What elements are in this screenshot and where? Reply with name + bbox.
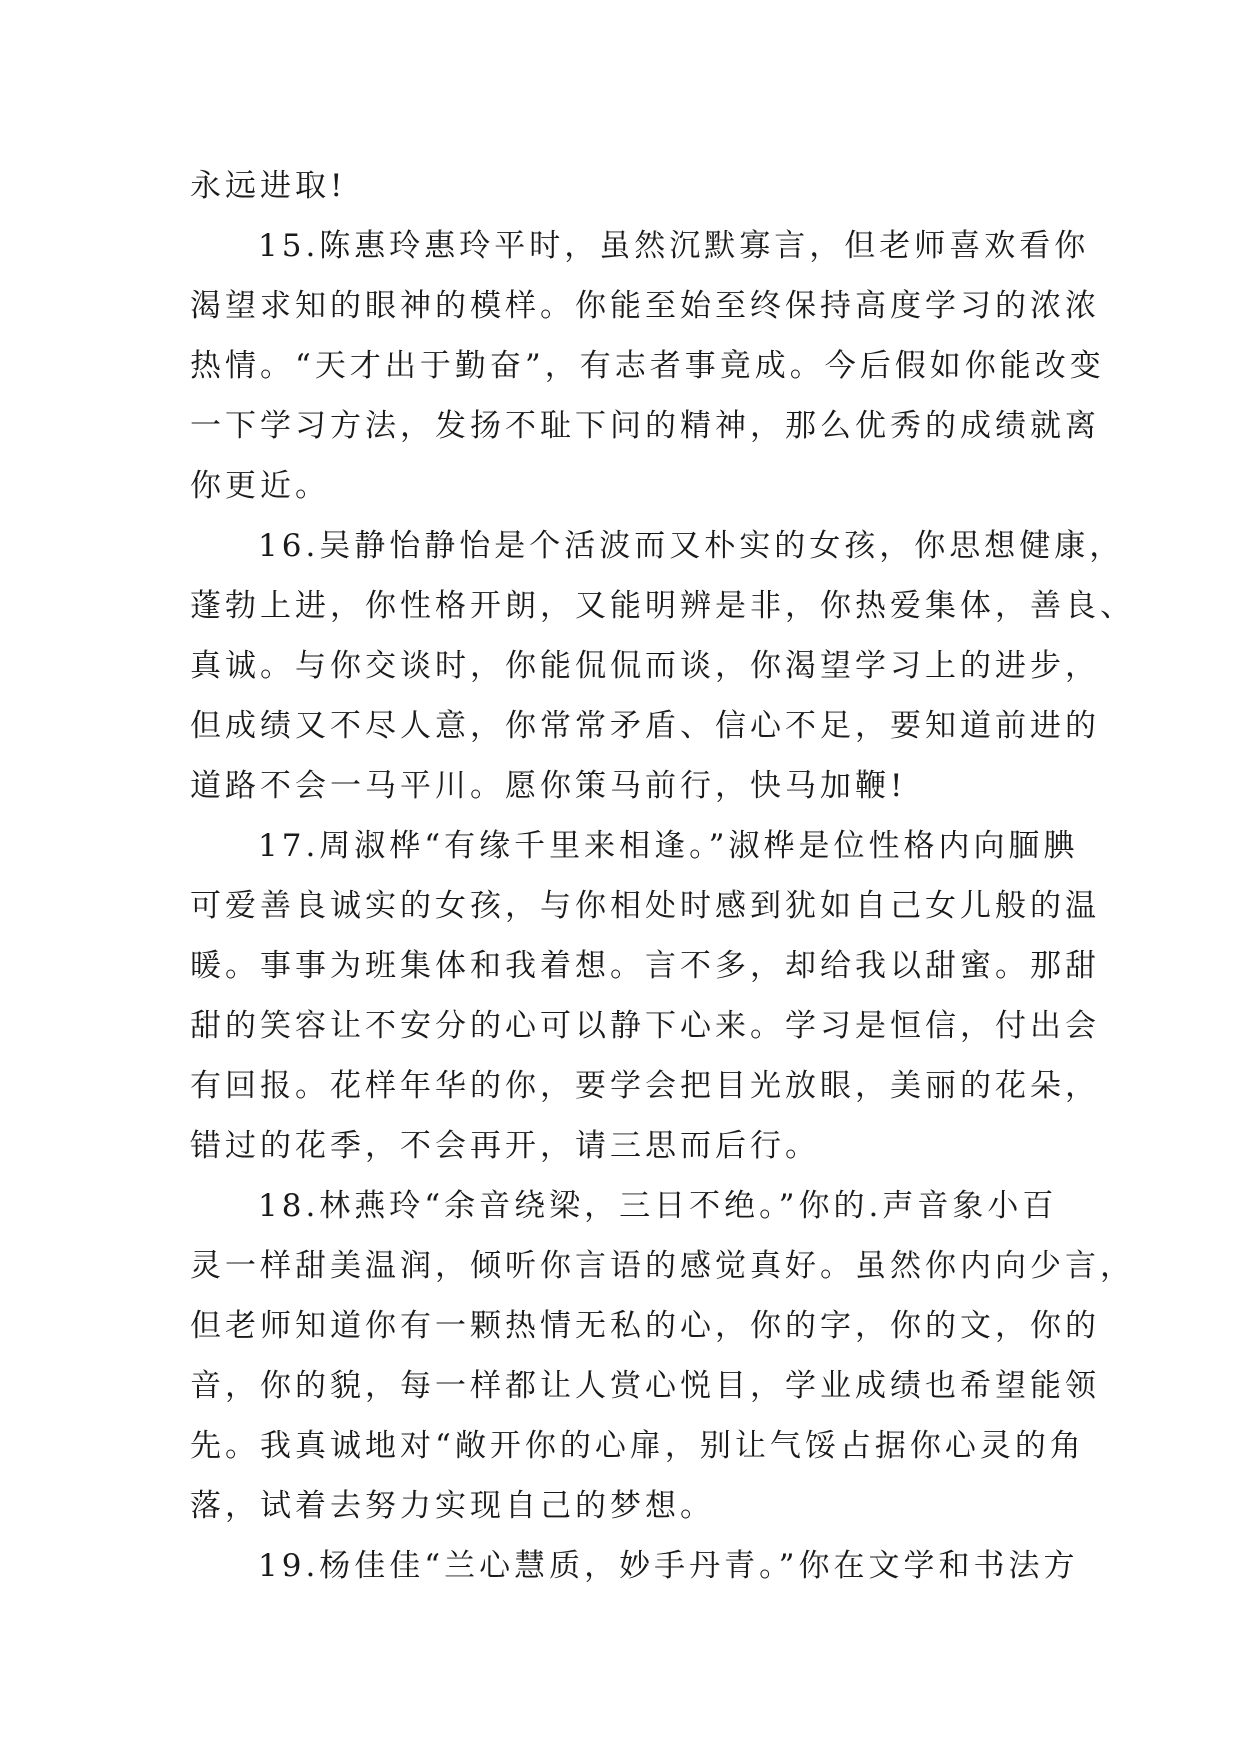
text-line: 渴望求知的眼神的模样。你能至始至终保持高度学习的浓浓 xyxy=(190,288,1100,324)
paragraph-comment-15 xyxy=(190,216,1105,516)
text-line: 19.杨佳佳“兰心慧质，妙手丹青。”你在文学和书法方 xyxy=(258,1548,1079,1584)
text-line: 道路不会一马平川。愿你策马前行，快马加鞭! xyxy=(190,768,907,804)
text-line: 15.陈惠玲惠玲平时，虽然沉默寡言，但老师喜欢看你 xyxy=(258,228,1090,264)
text-line: 永远进取! xyxy=(190,168,347,204)
text-line: 暖。事事为班集体和我着想。言不多，却给我以甜蜜。那甜 xyxy=(190,948,1100,984)
text-line: 甜的笑容让不安分的心可以静下心来。学习是恒信，付出会 xyxy=(190,1008,1100,1044)
text-line: 17.周淑桦“有缘千里来相逢。”淑桦是位性格内向腼腆 xyxy=(258,828,1079,864)
text-line: 但老师知道你有一颗热情无私的心，你的字，你的文，你的 xyxy=(190,1308,1100,1344)
text-line: 错过的花季，不会再开，请三思而后行。 xyxy=(190,1128,820,1164)
text-line: 可爱善良诚实的女孩，与你相处时感到犹如自己女儿般的温 xyxy=(190,888,1100,924)
text-line: 18.林燕玲“余音绕梁，三日不绝。”你的.声音象小百 xyxy=(258,1188,1058,1224)
paragraph-comment-19 xyxy=(190,1536,1079,1596)
text-line: 热情。“天才出于勤奋”，有志者事竟成。今后假如你能改变 xyxy=(190,348,1105,384)
text-line: 真诚。与你交谈时，你能侃侃而谈，你渴望学习上的进步， xyxy=(190,648,1100,684)
paragraph-comment-17 xyxy=(190,816,1100,1176)
text-line: 你更近。 xyxy=(190,468,330,504)
text-line: 有回报。花样年华的你，要学会把目光放眼，美丽的花朵， xyxy=(190,1068,1100,1104)
text-line: 但成绩又不尽人意，你常常矛盾、信心不足，要知道前进的 xyxy=(190,708,1100,744)
text-line: 先。我真诚地对“敞开你的心扉，别让气馁占据你心灵的角 xyxy=(190,1428,1085,1464)
text-line: 落，试着去努力实现自己的梦想。 xyxy=(190,1488,715,1524)
text-line: 一下学习方法，发扬不耻下问的精神，那么优秀的成绩就离 xyxy=(190,408,1100,444)
text-line: 蓬勃上进，你性格开朗，又能明辨是非，你热爱集体，善良、 xyxy=(190,588,1135,624)
text-line: 16.吴静怡静怡是个活波而又朴实的女孩，你思想健康， xyxy=(258,528,1125,564)
paragraph-comment-16 xyxy=(190,516,1135,816)
document-body xyxy=(190,156,1135,1596)
paragraph-comment-18 xyxy=(190,1176,1135,1536)
text-line: 灵一样甜美温润，倾听你言语的感觉真好。虽然你内向少言， xyxy=(190,1248,1135,1284)
paragraph-continuation xyxy=(190,156,1062,216)
text-line: 音，你的貌，每一样都让人赏心悦目，学业成绩也希望能领 xyxy=(190,1368,1100,1404)
